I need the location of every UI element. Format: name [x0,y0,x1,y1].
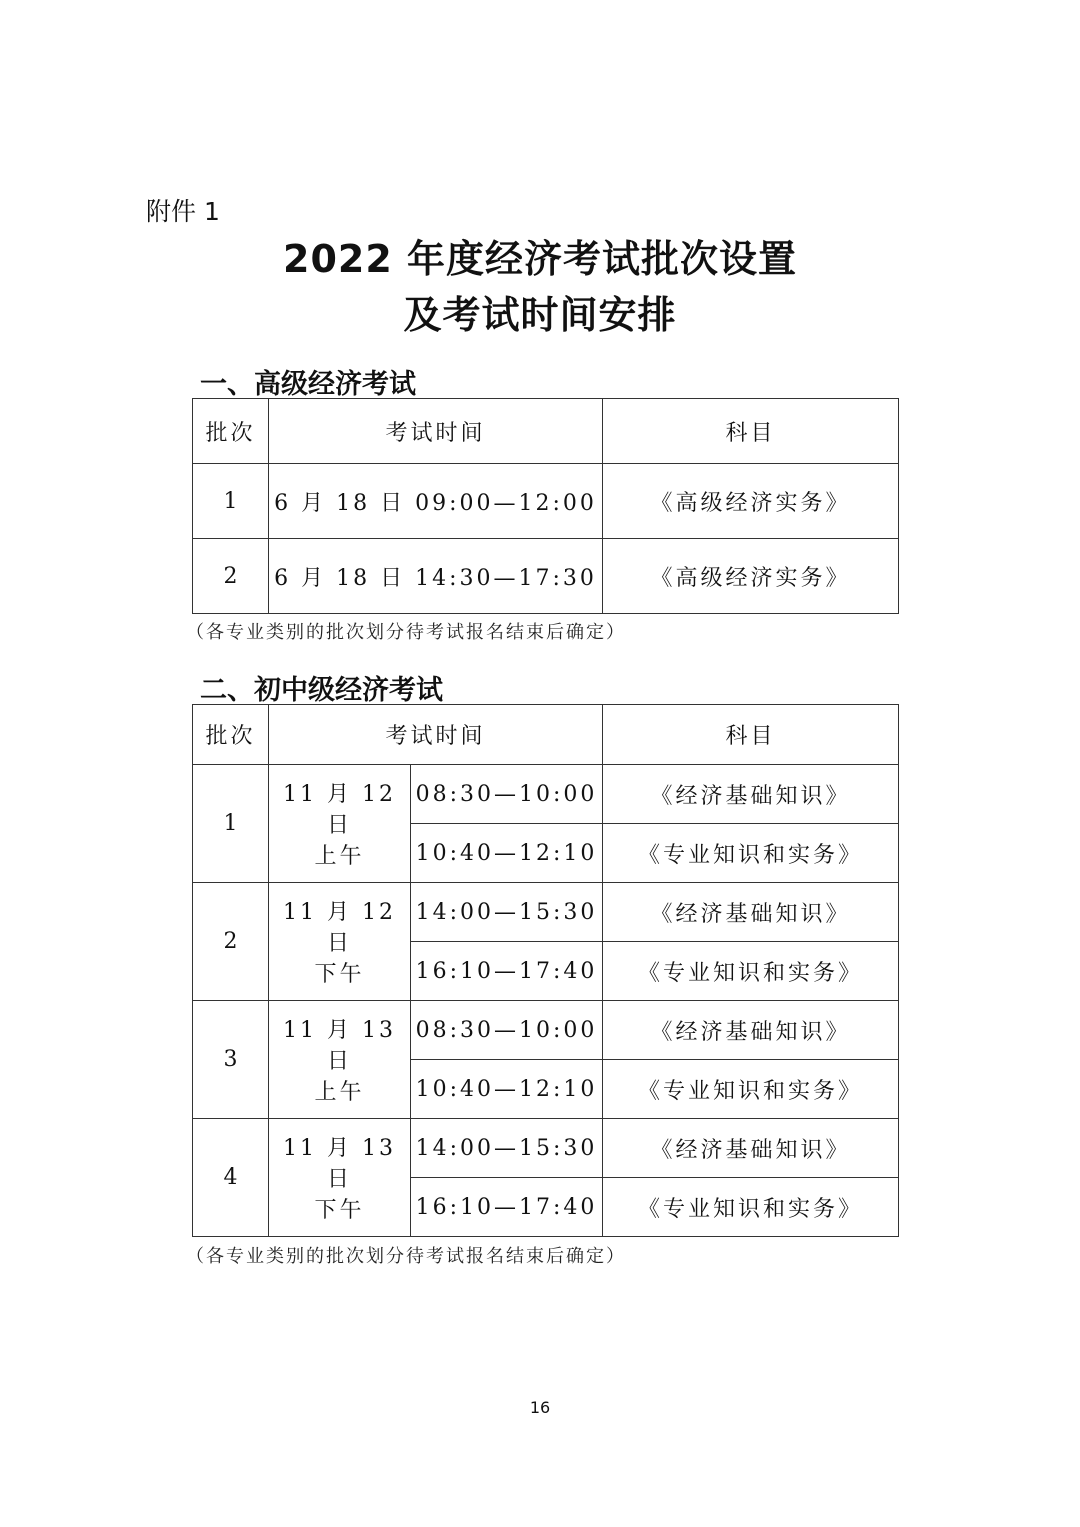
subject-cell: 《专业知识和实务》 [603,1060,899,1119]
section1-note: （各专业类别的批次划分待考试报名结束后确定） [186,622,626,643]
header-subject: 科目 [603,399,899,464]
header-exam-time: 考试时间 [269,705,603,765]
date-text: 11 月 13 日 [283,1136,396,1192]
time-cell: 10:40—12:10 [411,824,603,883]
header-exam-time: 考试时间 [269,399,603,464]
date-cell [269,883,411,1001]
table-row [193,1119,899,1178]
table-row [193,883,899,942]
period-text: 上午 [314,844,365,869]
subject-cell: 《高级经济实务》 [603,464,899,539]
date-cell [269,1001,411,1119]
time-cell: 16:10—17:40 [411,1178,603,1237]
batch-cell: 4 [193,1119,269,1237]
date-cell [269,765,411,883]
section2-heading: 二、初中级经济考试 [200,675,443,706]
time-cell: 6 月 18 日 14:30—17:30 [269,539,603,614]
subject-cell: 《专业知识和实务》 [603,824,899,883]
time-cell: 14:00—15:30 [411,883,603,942]
batch-cell: 2 [193,883,269,1001]
header-subject: 科目 [603,705,899,765]
time-cell: 08:30—10:00 [411,1001,603,1060]
table-row [193,765,899,824]
time-cell: 16:10—17:40 [411,942,603,1001]
date-text: 11 月 12 日 [283,782,396,838]
period-text: 下午 [314,962,365,987]
subject-cell: 《经济基础知识》 [603,883,899,942]
batch-cell: 1 [193,765,269,883]
time-cell: 08:30—10:00 [411,765,603,824]
table-row [193,464,899,539]
subject-cell: 《经济基础知识》 [603,765,899,824]
table-header-row [193,399,899,464]
subject-cell: 《经济基础知识》 [603,1001,899,1060]
date-cell [269,1119,411,1237]
junior-intermediate-exam-table [192,704,899,1237]
date-text: 11 月 12 日 [283,900,396,956]
table-row [193,539,899,614]
attachment-label: 附件 1 [146,197,220,226]
subject-cell: 《专业知识和实务》 [603,1178,899,1237]
batch-cell: 2 [193,539,269,614]
batch-cell: 3 [193,1001,269,1119]
subject-cell: 《高级经济实务》 [603,539,899,614]
batch-cell: 1 [193,464,269,539]
table-row [193,1001,899,1060]
section1-heading: 一、高级经济考试 [200,369,416,400]
document-title-line1: 2022 年度经济考试批次设置 [283,237,797,281]
section2-note: （各专业类别的批次划分待考试报名结束后确定） [186,1246,626,1267]
time-cell: 6 月 18 日 09:00—12:00 [269,464,603,539]
senior-exam-table [192,398,899,614]
subject-cell: 《专业知识和实务》 [603,942,899,1001]
time-cell: 14:00—15:30 [411,1119,603,1178]
time-cell: 10:40—12:10 [411,1060,603,1119]
page-number: 16 [529,1398,551,1417]
header-batch: 批次 [193,399,269,464]
table-header-row [193,705,899,765]
period-text: 下午 [314,1198,365,1223]
header-batch: 批次 [193,705,269,765]
subject-cell: 《经济基础知识》 [603,1119,899,1178]
date-text: 11 月 13 日 [283,1018,396,1074]
period-text: 上午 [314,1080,365,1105]
document-title-line2: 及考试时间安排 [403,293,677,337]
